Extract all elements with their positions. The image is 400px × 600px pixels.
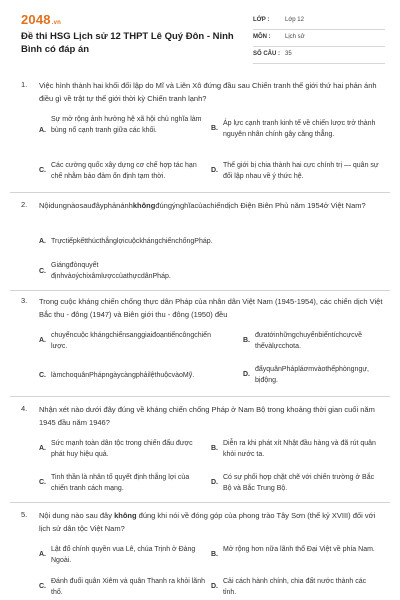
document-title: Đề thi HSG Lịch sử 12 THPT Lê Quý Đôn - Ninh Bình có đáp án: [21, 31, 234, 55]
meta-class: LỚP : Lớp 12: [253, 13, 385, 30]
site-logo[interactable]: 2048.vn: [21, 12, 62, 27]
page-header: [0, 0, 400, 68]
question-divider: [10, 502, 390, 503]
question-4: 4. Nhận xét nào dưới đây đúng về kháng chiến chống Pháp ở Nam Bộ trong khoảng thời gian cuối năm 1945 đầu năm 1946? A. Sức mạnh toàn dân tộc trong chiến đấu được phát huy hiệu quả. B. Diễn ra khi phát xít Nhật đầu hàng và đã rút quân khỏi nước ta. C. Tinh thần là nhân tố quyết định thắng lợi của chiến tranh cách mạng. D. Có sự phối hợp chặt chẽ với chiến trường ở Bắc Bộ và Bắc Trung Bộ.: [21, 404, 385, 502]
question-3: 3. Trong cuộc kháng chiến chống thực dân Pháp của nhân dân Việt Nam (1945-1954), các chiến dịch Việt Bắc thu - đông (1947) và Biên giới thu - đông (1950) đều A. chuyểncuộc khángchiếnsanggiaiđoạntiếncôngchiến lược. B. đưatớinhữngchuyểnbiếntíchcựcvề thếvàlựcchota. C. làmchoquânPhápngàycàngphảilệthuộcvàoMỹ. D. đẩyquânPhápláơmvàothếphòngngự, bịđộng.: [21, 296, 383, 384]
question-text: Nội dung nào sau đây không đúng khi nói về đóng góp của phong trào Tây Sơn (thế kỷ XVIII) đối với lịch sử dân tộc Việt Nam?: [39, 511, 376, 533]
question-divider: [10, 290, 390, 291]
question-text: Nhận xét nào dưới đây đúng về kháng chiến chống Pháp ở Nam Bộ trong khoảng thời gian cuối năm 1945 đầu năm 1946?: [39, 405, 375, 427]
exam-meta: [253, 13, 385, 64]
question-text: Nộidungnàosauđâyphảnánhkhôngđúngýnghĩacủachiếndịch Điện Biên Phủ năm 1954ở Việt Nam?: [39, 201, 366, 210]
question-text: Trong cuộc kháng chiến chống thực dân Pháp của nhân dân Việt Nam (1945-1954), các chiến dịch Việt Bắc thu - đông (1947) và Biên giới thu - đông (1950) đều: [39, 297, 383, 319]
question-5: 5. Nội dung nào sau đây không đúng khi nói về đóng góp của phong trào Tây Sơn (thế kỷ XVIII) đối với lịch sử dân tộc Việt Nam? A. Lật đổ chính quyền vua Lê, chúa Trịnh ở Đàng Ngoài. B. Mở rộng hơn nữa lãnh thổ Đại Việt về phía Nam. C. Đánh đuổi quân Xiêm và quân Thanh ra khỏi lãnh thổ. D. Cải cách hành chính, chia đất nước thành các tỉnh.: [21, 510, 385, 600]
meta-subject: MÔN : Lịch sử: [253, 30, 385, 47]
question-text: Việc hình thành hai khối đối lập do Mĩ và Liên Xô đứng đầu sau Chiến tranh thế giới thứ hai phản ánh điều gì về trật tự thế giới thời kỳ Chiến tranh lạnh?: [39, 81, 377, 103]
question-divider: [10, 192, 390, 193]
question-divider: [10, 396, 390, 397]
question-2: 2. Nộidungnàosauđâyphảnánhkhôngđúngýnghĩacủachiếndịch Điện Biên Phủ năm 1954ở Việt Nam? A. TrựctiếpkếtthúcthắnglợicuộckhángchiếnchốngPháp. C. Giángđònquyết địnhvàoýchixâmlượccủathựcdânPháp.: [21, 200, 385, 288]
meta-question-count: SỐ CÂU : 35: [253, 47, 385, 64]
question-1: 1. Việc hình thành hai khối đối lập do Mĩ và Liên Xô đứng đầu sau Chiến tranh thế giới thứ hai phản ánh điều gì về trật tự thế giới thời kỳ Chiến tranh lạnh? A. Sự mở rộng ảnh hưởng hệ xã hội chủ nghĩa làm bùng nổ cạnh tranh giữa các khối. B. Áp lực cạnh tranh kinh tế về chiến lược trở thành nguyên nhân chính gây căng thẳng. C. Các cường quốc xây dựng cơ chế hợp tác hạn chế nhằm bảo đảm ổn định tạm thời. D. Thế giới bị chia thành hai cực chính trị — quân sự đối lập nhau về ý thức hệ.: [21, 80, 385, 190]
